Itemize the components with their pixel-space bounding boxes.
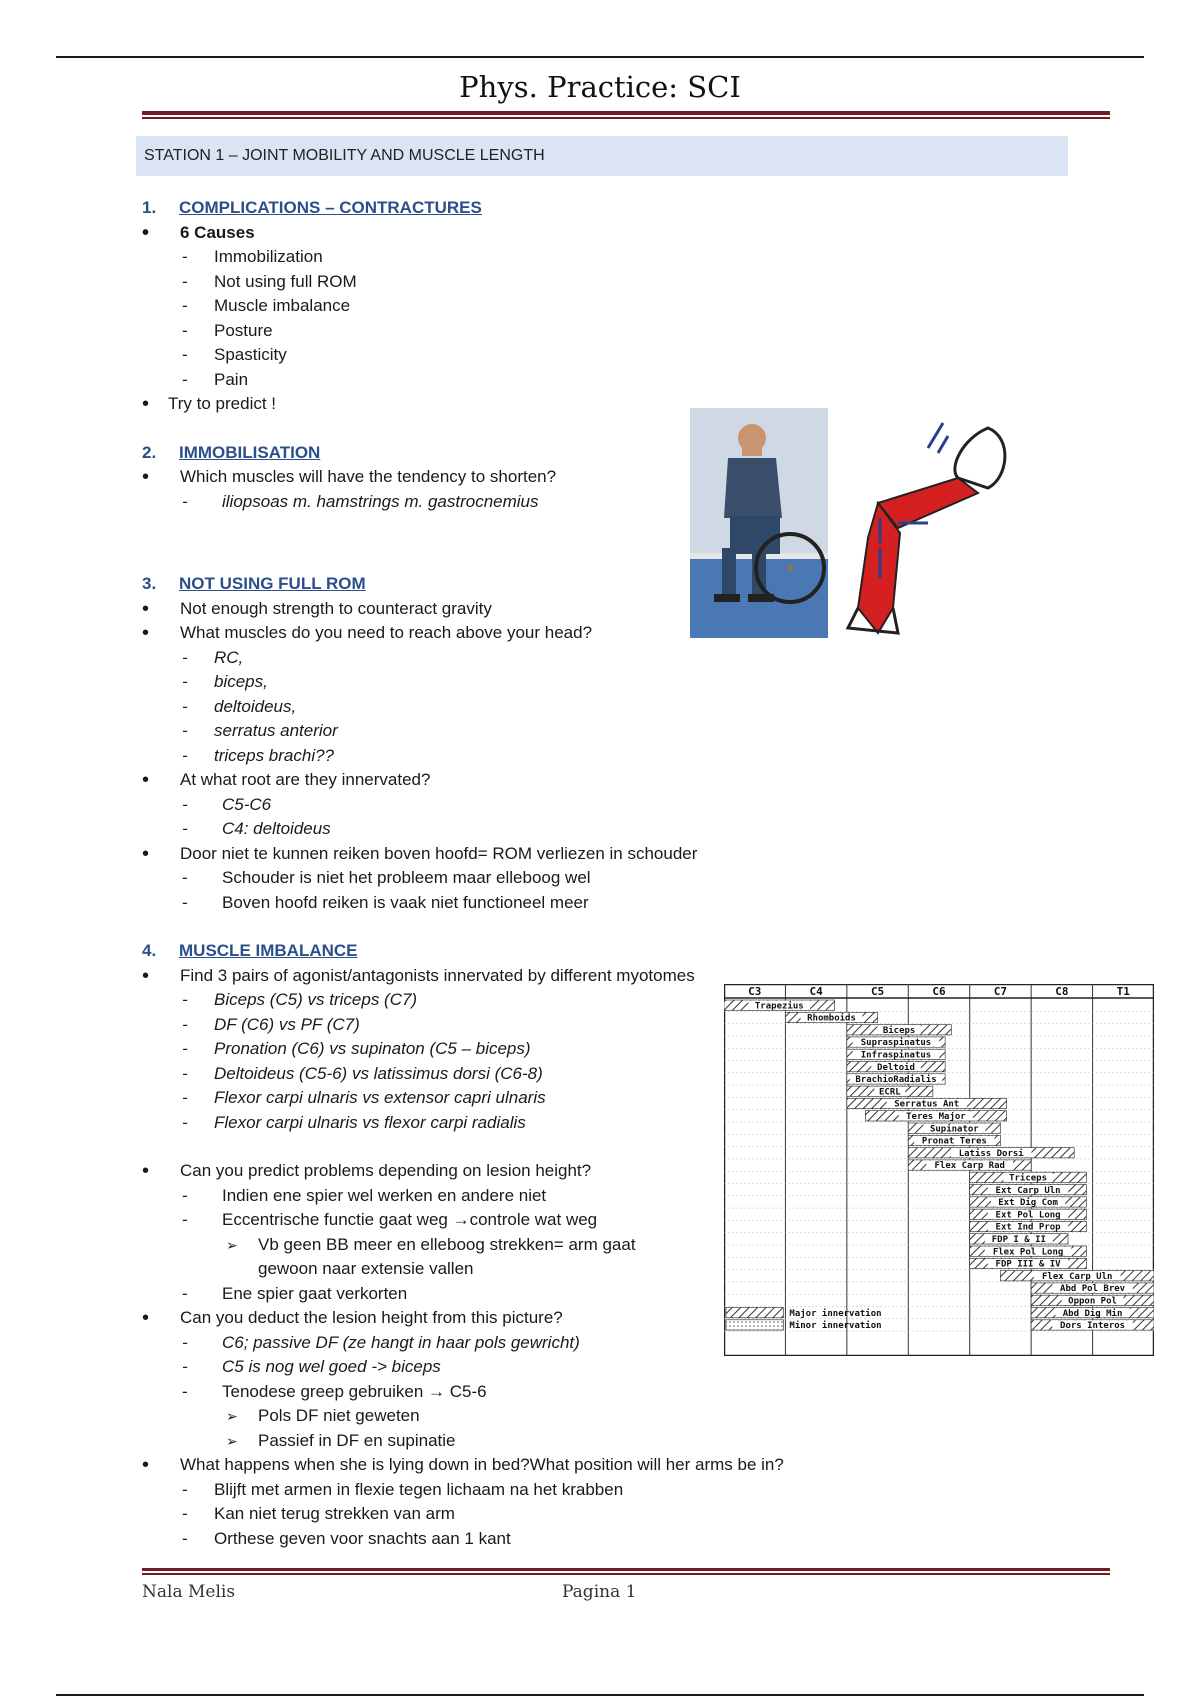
list-item: ➢ Pols DF niet geweten [142, 1404, 1142, 1429]
list-item: - Pain [142, 368, 1142, 393]
legend-swatch-minor [726, 1320, 783, 1330]
list-item: - Posture [142, 319, 1142, 344]
column-label-c8: C8 [1055, 985, 1069, 998]
wheelchair-user-photo [690, 408, 828, 638]
list-item: - RC, [142, 646, 1142, 671]
list-item: - Indien ene spier wel werken en andere niet [142, 1184, 1142, 1209]
section-heading-1: 1. COMPLICATIONS – CONTRACTURES [142, 198, 482, 217]
muscle-label: Ext Carp Uln [995, 1185, 1061, 1196]
list-item: - Spasticity [142, 343, 1142, 368]
muscle-label: FDP I & II [991, 1235, 1046, 1245]
list-item: - Boven hoofd reiken is vaak niet functioneel meer [142, 891, 1142, 916]
column-label-c6: C6 [932, 985, 946, 998]
footer-page-number: Pagina 1 [562, 1582, 637, 1602]
list-item: • Can you deduct the lesion height from this picture? [142, 1306, 1142, 1331]
list-item: - biceps, [142, 670, 1142, 695]
contracture-diagram [838, 408, 1024, 638]
list-item: - Tenodese greep gebruiken → C5-6 [142, 1380, 1142, 1405]
list-item: ➢ Vb geen BB meer en elleboog strekken= arm gaat [142, 1233, 1142, 1258]
legend-major-label: Major innervation [789, 1308, 882, 1319]
list-item: - Biceps (C5) vs triceps (C7) [142, 988, 1142, 1013]
list-item: - deltoideus, [142, 695, 1142, 720]
muscle-label: Triceps [1009, 1173, 1048, 1184]
list-item: - Deltoideus (C5-6) vs latissimus dorsi (C6-8) [142, 1062, 1142, 1087]
list-item: - Blijft met armen in flexie tegen lichaam na het krabben [142, 1478, 1142, 1503]
bottom-rule [56, 1694, 1144, 1696]
muscle-label: ECRL [879, 1087, 901, 1098]
list-item: - Muscle imbalance [142, 294, 1142, 319]
muscle-label: Latiss Dorsi [958, 1148, 1024, 1159]
muscle-label: Rhomboids [807, 1013, 856, 1024]
muscle-label: Serratus Ant [894, 1099, 960, 1110]
list-item: - Orthese geven voor snachts aan 1 kant [142, 1527, 1142, 1552]
column-label-c7: C7 [993, 985, 1008, 998]
column-label-c4: C4 [809, 985, 823, 998]
muscle-label: Abd Dig Min [1062, 1308, 1123, 1319]
list-item: • Find 3 pairs of agonist/antagonists innervated by different myotomes [142, 964, 1142, 989]
list-item: - Kan niet terug strekken van arm [142, 1502, 1142, 1527]
muscle-label: Ext Dig Com [998, 1198, 1058, 1209]
station-banner: STATION 1 – JOINT MOBILITY AND MUSCLE LENGTH [136, 136, 1068, 176]
muscle-label: Oppon Pol [1068, 1296, 1117, 1307]
muscle-label: Biceps [882, 1025, 916, 1036]
list-item: - Flexor carpi ulnaris vs flexor carpi radialis [142, 1111, 1142, 1136]
list-item: - Immobilization [142, 245, 1142, 270]
list-item: • What muscles do you need to reach above your head? [142, 621, 1142, 646]
column-label-c3: C3 [748, 985, 762, 998]
list-item: • 6 Causes [142, 221, 1142, 246]
muscle-label: Flex Carp Rad [934, 1161, 1005, 1172]
legend-minor-label: Minor innervation [789, 1321, 882, 1332]
muscle-label: Supinator [929, 1124, 979, 1135]
footer-divider-thin [142, 1573, 1110, 1575]
muscle-label: Trapezius [754, 1001, 804, 1012]
list-item: - Schouder is niet het probleem maar elleboog wel [142, 866, 1142, 891]
muscle-label: Ext Pol Long [995, 1210, 1061, 1221]
title-divider-thin [142, 117, 1110, 119]
muscle-label: Deltoid [877, 1062, 915, 1073]
page-title: Phys. Practice: SCI [459, 70, 741, 104]
legend-swatch-major [726, 1308, 783, 1318]
list-item: - Eccentrische functie gaat weg →controle wat weg [142, 1208, 1142, 1233]
list-item: ➢ Passief in DF en supinatie [142, 1429, 1142, 1454]
section-heading-3: 3. NOT USING FULL ROM [142, 574, 366, 593]
list-item: - triceps brachi?? [142, 744, 1142, 769]
list-item: • Not enough strength to counteract gravity [142, 597, 1142, 622]
muscle-label: Pronat Teres [921, 1136, 987, 1147]
list-item: - C6; passive DF (ze hangt in haar pols gewricht) [142, 1331, 1142, 1356]
list-item: - Pronation (C6) vs supinaton (C5 – biceps) [142, 1037, 1142, 1062]
muscle-label: Flex Pol Long [992, 1247, 1064, 1258]
muscle-label: Teres Major [906, 1112, 966, 1122]
section-heading-2: 2. IMMOBILISATION [142, 442, 321, 462]
muscle-label: Ext Ind Prop [995, 1222, 1061, 1233]
list-item: - Ene spier gaat verkorten [142, 1282, 1142, 1307]
list-item-continued: gewoon naar extensie vallen [258, 1259, 474, 1278]
section-heading-4: 4. MUSCLE IMBALANCE [142, 941, 358, 960]
list-item: - Flexor carpi ulnaris vs extensor capri ulnaris [142, 1086, 1142, 1111]
column-label-t1: T1 [1116, 985, 1130, 998]
footer-author: Nala Melis [142, 1582, 236, 1602]
column-label-c5: C5 [870, 985, 885, 998]
muscle-label: BrachioRadialis [855, 1075, 937, 1086]
muscle-label: Supraspinatus [860, 1038, 932, 1049]
list-item: • Door niet te kunnen reiken boven hoofd= ROM verliezen in schouder [142, 842, 1142, 867]
list-item: • What happens when she is lying down in bed?What position will her arms be in? [142, 1453, 1142, 1478]
innervation-chart [724, 984, 1154, 1356]
list-item: • At what root are they innervated? [142, 768, 1142, 793]
list-item: - Not using full ROM [142, 270, 1142, 295]
list-item: • Can you predict problems depending on lesion height? [142, 1159, 1142, 1184]
footer-divider [142, 1568, 1110, 1571]
list-item: - DF (C6) vs PF (C7) [142, 1013, 1142, 1038]
title-divider [142, 111, 1110, 115]
innervation-chart-svg [724, 984, 1154, 1356]
muscle-label: Infraspinatus [860, 1050, 932, 1061]
muscle-label: Dors Interos [1060, 1321, 1126, 1332]
muscle-label: FDP III & IV [995, 1259, 1061, 1270]
list-item: - C4: deltoideus [142, 817, 1142, 842]
top-rule [56, 56, 1144, 58]
muscle-label: Flex Carp Uln [1041, 1271, 1113, 1282]
list-item: • Which muscles will have the tendency to shorten? [142, 465, 1142, 490]
list-item: - serratus anterior [142, 719, 1142, 744]
list-item: - iliopsoas m. hamstrings m. gastrocnemius [142, 490, 1142, 515]
list-item: - C5-C6 [142, 793, 1142, 818]
list-item: • Try to predict ! [142, 392, 1142, 417]
muscle-label: Abd Pol Brev [1060, 1284, 1126, 1295]
list-item: - C5 is nog wel goed -> biceps [142, 1355, 1142, 1380]
